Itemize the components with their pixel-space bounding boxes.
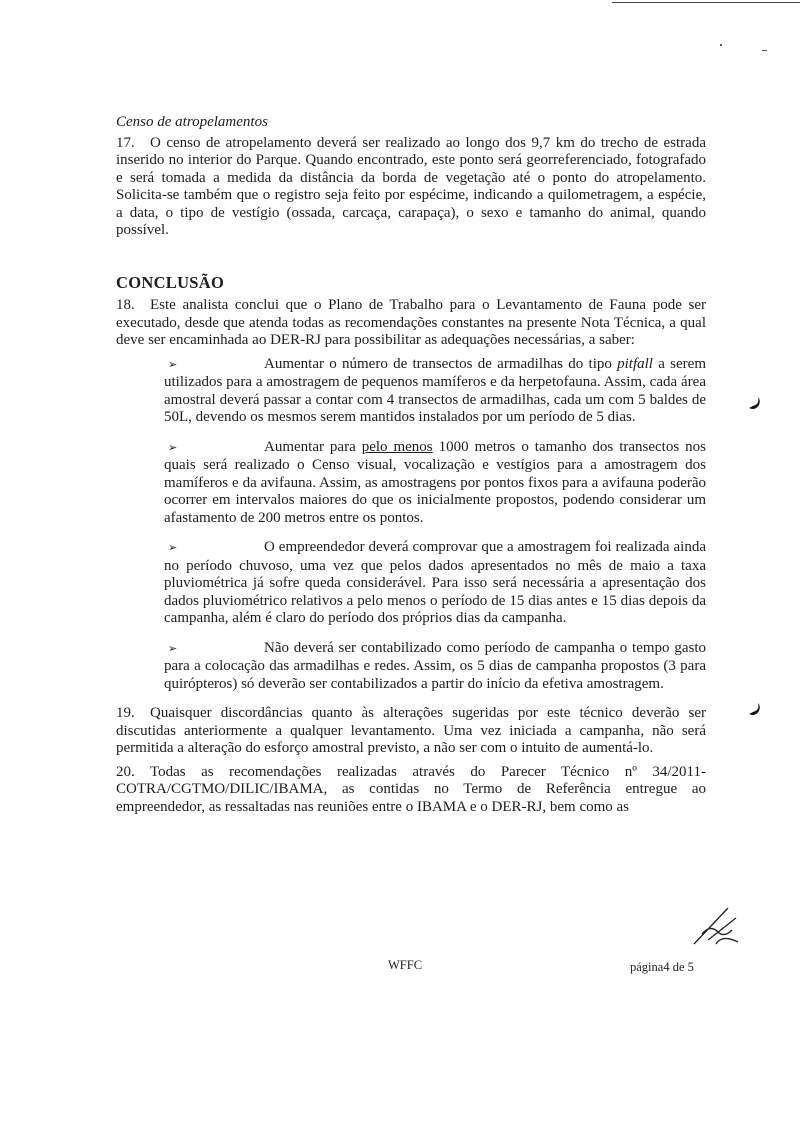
recommendation-item <box>164 640 706 694</box>
recommendation-item <box>164 356 706 427</box>
arrow-bullet-icon: ➢ <box>168 358 178 371</box>
paragraph-17 <box>116 135 706 240</box>
arrow-bullet-icon: ➢ <box>168 441 178 454</box>
arrow-bullet-icon: ➢ <box>168 542 178 554</box>
paragraph-19 <box>116 705 706 758</box>
bullet-text: Não deverá ser contabilizado como período de campanha o tempo gasto para a colocação das armadilhas e redes. Assim, os 5 dias de campanha propostos (3 para quirópteros) só deverão ser contabilizados a partir do início da efetiva amostragem. <box>164 639 706 692</box>
bullet-text: Aumentar o número de transectos de armadilhas do tipo <box>264 355 618 372</box>
binder-clip-icon <box>747 702 761 718</box>
binder-clip-icon <box>747 396 761 412</box>
paragraph-20 <box>116 764 706 817</box>
scan-speck <box>762 50 767 51</box>
paragraph-text: Este analista conclui que o Plano de Trabalho para o Levantamento de Fauna pode ser executado, desde que atenda todas as recomendações constantes na presente Nota Técnica, a qual deve ser encaminhada ao DER-RJ para possibilitar as adequações necessárias, a saber: <box>116 297 706 348</box>
bullet-text: O empreendedor deverá comprovar que a amostragem foi realizada ainda no período chuvoso, uma vez que pelos dados apresentados no mês de maio a taxa pluviométrica já sofre queda considerável. Para isso será necessária a apresentação dos dados pluviométrico relativos a pelo menos o período de 15 dias antes e 15 dias depois da campanha, além é claro do período dos próprios dias da campanha. <box>164 539 706 626</box>
recommendation-item <box>164 539 706 628</box>
handwritten-signature <box>688 904 744 950</box>
bullet-text: a serem utilizados para a amostragem de pequenos mamíferos e da herpetofauna. Assim, cada área amostral deverá passar a contar com 4 transectos de armadilhas, cada um com 5 baldes de 50L, devendo os mesmos serem mantidos instalados por um período de 5 dias. <box>164 355 706 425</box>
paragraph-text: Quaisquer discordâncias quanto às alterações sugeridas por este técnico deverão ser discutidas anteriormente a qualquer levantamento. Uma vez iniciada a campanha, não será permitida a alteração do esforço amostral previsto, a não ser com o intuito de aumentá-lo. <box>116 705 706 756</box>
paragraph-number: 17. <box>116 134 135 151</box>
footer-initials: WFFC <box>388 958 423 972</box>
bullet-text: 1000 metros o tamanho dos transectos nos quais será realizado o Censo visual, vocalização e vestígios para a amostragem dos mamíferos e da avifauna. Assim, as amostragens por pontos fixos para a avifauna poderão ocorrer em intervalos maiores do que os inicialmente propostos, podendo considerar um afastamento de 200 metros entre os pontos. <box>164 438 706 526</box>
pitfall-term: pitfall <box>617 355 653 372</box>
scan-speck <box>720 44 722 46</box>
page-number: página4 de 5 <box>630 960 694 974</box>
paragraph-text: O censo de atropelamento deverá ser realizado ao longo dos 9,7 km do trecho de estrada inserido no interior do Parque. Quando encontrado, este ponto será georreferenciado, fotografado e será tomada a medida da distância da borda de vegetação até o ponto do atropelamento. Solicita-se também que o registro seja feito por espécime, indicando a quilometragem, a espécie, a data, o tipo de vestígio (ossada, carcaça, carapaça), o sexo e tamanho do animal, quando possível. <box>116 134 706 238</box>
paragraph-text: Todas as recomendações realizadas através do Parecer Técnico nº 34/2011-COTRA/CGTMO/DILIC/IBAMA, as contidas no Termo de Referência entregue ao empreendedor, as ressaltadas nas reuniões entre o IBAMA e o DER-RJ, bem como as <box>116 763 706 815</box>
paragraph-number: 19. <box>116 705 135 721</box>
paragraph-number: 18. <box>116 297 135 313</box>
section-subtitle: Censo de atropelamentos <box>116 114 268 130</box>
recommendation-item <box>164 439 706 528</box>
conclusion-heading: CONCLUSÃO <box>116 272 225 292</box>
paragraph-number: 20. <box>116 763 135 780</box>
bullet-text: Aumentar para <box>264 438 362 455</box>
top-rule <box>612 2 800 3</box>
recommendation-list <box>164 356 706 694</box>
paragraph-18 <box>116 297 706 350</box>
arrow-bullet-icon: ➢ <box>168 642 178 655</box>
emphasis-underline: pelo menos <box>361 438 433 455</box>
document-body <box>116 114 706 816</box>
